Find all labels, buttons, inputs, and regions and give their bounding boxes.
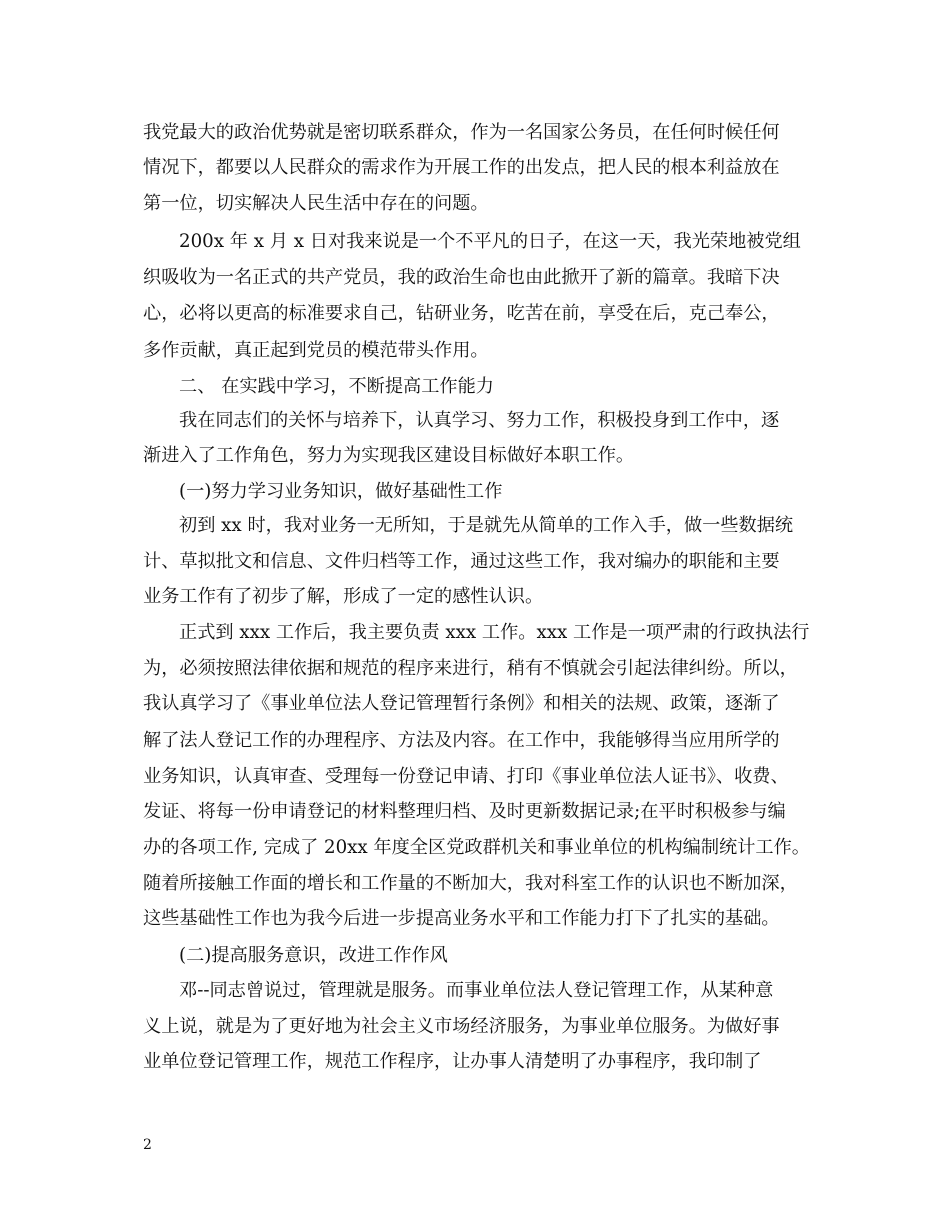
text-line: 业务知识，认真审查、受理每一份登记申请、打印《事业单位法人证书》、收费、 (143, 766, 789, 787)
text-line: 我认真学习了《事业单位法人登记管理暂行条例》和相关的法规、政策，逐渐了 (143, 693, 780, 714)
text-line: 解了法人登记工作的办理程序、方法及内容。在工作中，我能够得当应用所学的 (143, 730, 780, 751)
text-line: 心，必将以更高的标准要求自己，钻研业务，吃苦在前，享受在后，克己奉公， (143, 303, 780, 324)
text-line: 我在同志们的关怀与培养下，认真学习、努力工作，积极投身到工作中，逐 (179, 410, 780, 431)
text-line: 这些基础性工作也为我今后进一步提高业务水平和工作能力打下了扎实的基础。 (143, 908, 780, 929)
text-line: 情况下，都要以人民群众的需求作为开展工作的出发点，把人民的根本利益放在 (143, 157, 780, 178)
text-line: 为，必须按照法律依据和规范的程序来进行，稍有不慎就会引起法律纠纷。所以， (143, 658, 798, 679)
text-line: 我党最大的政治优势就是密切联系群众，作为一名国家公务员，在任何时候任何 (143, 122, 780, 143)
page-number: 2 (143, 1137, 152, 1153)
text-line: 200x 年 x 月 x 日对我来说是一个不平凡的日子，在这一天，我光荣地被党组 (179, 231, 801, 252)
text-line: 邓--同志曾说过，管理就是服务。而事业单位法人登记管理工作，从某种意 (179, 980, 774, 1001)
text-line: 正式到 xxx 工作后，我主要负责 xxx 工作。xxx 工作是一项严肃的行政执法行 (179, 622, 810, 643)
text-line: 发证、将每一份申请登记的材料整理归档、及时更新数据记录;在平时积极参与编 (143, 801, 786, 822)
subsection-heading: (一)努力学习业务知识，做好基础性工作 (179, 481, 503, 502)
text-line: 渐进入了工作角色，努力为实现我区建设目标做好本职工作。 (143, 445, 635, 466)
text-line: 多作贡献，真正起到党员的模范带头作用。 (143, 340, 489, 361)
text-line: 业务工作有了初步了解，形成了一定的感性认识。 (143, 586, 544, 607)
text-line: 办的各项工作, 完成了 20xx 年度全区党政群机关和事业单位的机构编制统计工作。 (143, 837, 810, 858)
text-line: 计、草拟批文和信息、文件归档等工作，通过这些工作，我对编办的职能和主要 (143, 551, 780, 572)
text-line: 业单位登记管理工作，规范工作程序，让办事人清楚明了办事程序，我印制了 (143, 1051, 762, 1072)
text-line: 织吸收为一名正式的共产党员，我的政治生命也由此掀开了新的篇章。我暗下决 (143, 267, 780, 288)
subsection-heading: (二)提高服务意识，改进工作作风 (179, 945, 448, 966)
text-line: 义上说，就是为了更好地为社会主义市场经济服务，为事业单位服务。为做好事 (143, 1016, 780, 1037)
section-heading: 二、 在实践中学习，不断提高工作能力 (179, 376, 494, 397)
text-line: 初到 xx 时，我对业务一无所知，于是就先从简单的工作入手，做一些数据统 (179, 515, 794, 536)
text-line: 第一位，切实解决人民生活中存在的问题。 (143, 193, 489, 214)
text-line: 随着所接触工作面的增长和工作量的不断加大，我对科室工作的认识也不断加深， (143, 873, 798, 894)
